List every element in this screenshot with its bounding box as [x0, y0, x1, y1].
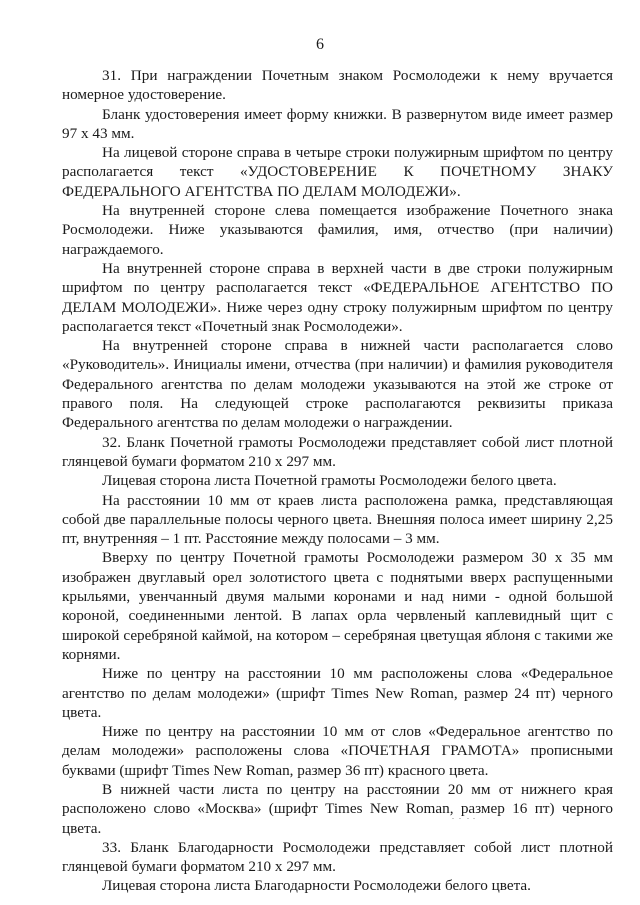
paragraph-certificate-inner-left: На внутренней стороне слева помещается изображение Почетного знака Росмолодежи. Ниже указываются фамилия, имя, отчество (при наличии) награждаемого. — [62, 202, 613, 258]
page-number: 6 — [316, 36, 324, 53]
paragraph-diploma-title: Ниже по центру на расстоянии 10 мм от слов «Федеральное агентство по делам молодежи» расположены слова «ПОЧЕТНАЯ ГРАМОТА» прописными буквами (шрифт Times New Roman, размер 36 пт) красного цвета. — [62, 723, 613, 779]
paragraph-31-intro: 31. При награждении Почетным знаком Росмолодежи к нему вручается номерное удостоверение. — [62, 67, 613, 104]
paragraph-certificate-inner-right-bottom: На внутренней стороне справа в нижней части располагается слово «Руководитель». Инициалы имени, отчества (при наличии) и фамилия руководителя Федерального агентства по делам молодежи указываются на этой же строке от правого поля. На следующей строке располагаются реквизиты приказа Федерального агентства по делам молодежи о награждении. — [62, 337, 613, 432]
document-body — [62, 66, 613, 896]
paragraph-33-intro: 33. Бланк Благодарности Росмолодежи представляет собой лист плотной глянцевой бумаги форматом 210 х 297 мм. — [62, 838, 613, 876]
paragraph-certificate-front: На лицевой стороне справа в четыре строки полужирным шрифтом по центру располагается текст «УДОСТОВЕРЕНИЕ К ПОЧЕТНОМУ ЗНАКУ ФЕДЕРАЛЬНОГО АГЕНТСТВА ПО ДЕЛАМ МОЛОДЕЖИ». — [62, 144, 613, 200]
paragraph-gratitude-color: Лицевая сторона листа Благодарности Росмолодежи белого цвета. — [102, 877, 531, 895]
scan-specks — [452, 818, 476, 821]
paragraph-diploma-agency-words: Ниже по центру на расстоянии 10 мм расположены слова «Федеральное агентство по делам молодежи» (шрифт Times New Roman, размер 24 пт) черного цвета. — [62, 665, 613, 721]
paragraph-diploma-emblem: Вверху по центру Почетной грамоты Росмолодежи размером 30 х 35 мм изображен двуглавый орел золотистого цвета с поднятыми вверх распущенными крыльями, увенчанный двумя малыми коронами и над ними - одной большой короной, соединенными лентой. В лапах орла червленый каплевидный щит с широкой серебряной каймой, на котором – серебряная цветущая яблоня с такими же корнями. — [62, 549, 613, 663]
paragraph-diploma-moscow: В нижней части листа по центру на расстоянии 20 мм от нижнего края расположено слово «Москва» (шрифт Times New Roman, размер 16 пт) черного цвета. — [62, 780, 613, 837]
paragraph-diploma-frame: На расстоянии 10 мм от краев листа расположена рамка, представляющая собой две параллельные полосы черного цвета. Внешняя полоса имеет ширину 2,25 пт, внутренняя – 1 пт. Расстояние между полосами – 3 мм. — [62, 491, 613, 548]
paragraph-certificate-form: Бланк удостоверения имеет форму книжки. В развернутом виде имеет размер 97 х 43 мм. — [62, 105, 613, 142]
paragraph-32-intro: 32. Бланк Почетной грамоты Росмолодежи представляет собой лист плотной глянцевой бумаги форматом 210 х 297 мм. — [62, 433, 613, 470]
paragraph-diploma-color: Лицевая сторона листа Почетной грамоты Росмолодежи белого цвета. — [102, 472, 557, 490]
paragraph-certificate-inner-right-top: На внутренней стороне справа в верхней части в две строки полужирным шрифтом по центру располагается текст «ФЕДЕРАЛЬНОЕ АГЕНТСТВО ПО ДЕЛАМ МОЛОДЕЖИ». Ниже через одну строку полужирным шрифтом по центру располагается текст «Почетный знак Росмолодежи». — [62, 259, 613, 335]
